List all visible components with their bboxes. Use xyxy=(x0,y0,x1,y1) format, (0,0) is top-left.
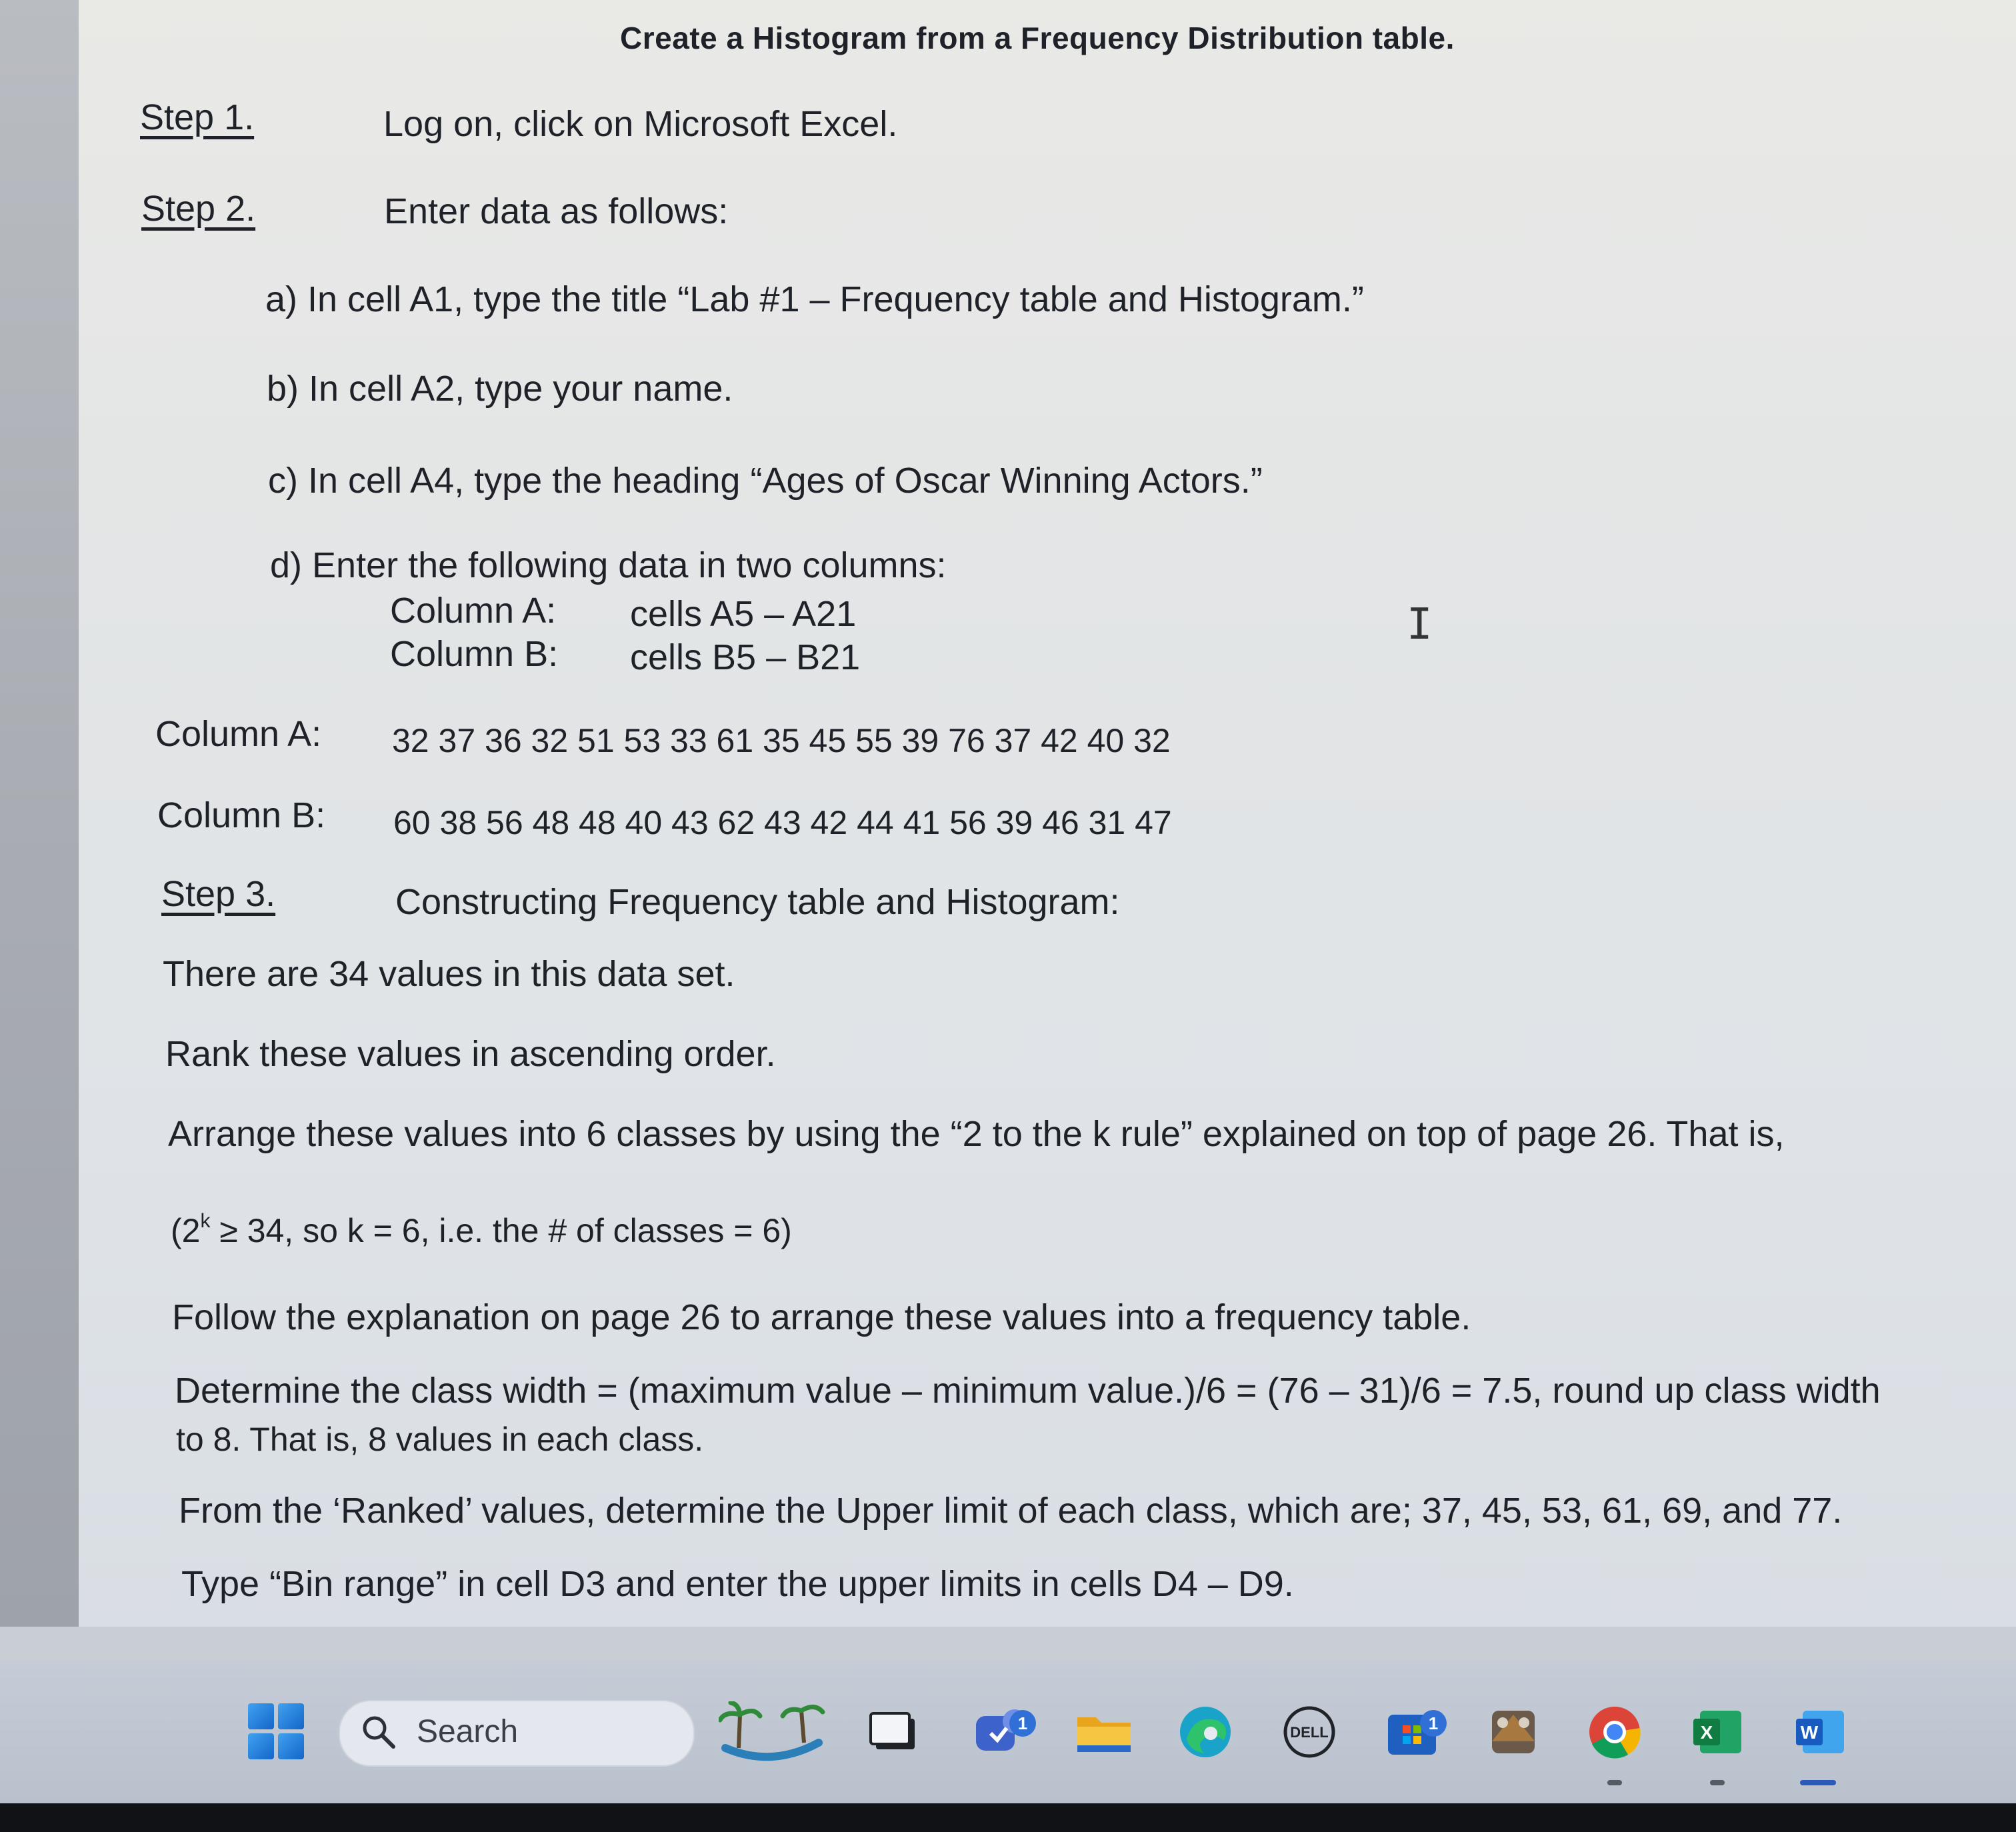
data-column-b-label: Column B: xyxy=(157,795,326,835)
game-icon[interactable] xyxy=(1483,1701,1544,1763)
data-column-b-values: 60 38 56 48 48 40 43 62 43 42 44 41 56 39 46 31 47 xyxy=(393,804,1172,841)
data-column-a-values: 32 37 36 32 51 53 33 61 35 45 55 39 76 37 42 40 32 xyxy=(392,722,1171,759)
paragraph-class-width-cont: to 8. That is, 8 values in each class. xyxy=(176,1421,704,1458)
document-bottom-strip xyxy=(0,1627,2016,1660)
step1-label: Step 1. xyxy=(140,97,255,137)
paragraph-class-width: Determine the class width = (maximum value – minimum value.)/6 = (76 – 31)/6 = 7.5, round up class width xyxy=(175,1371,1881,1411)
windows-start-icon[interactable] xyxy=(248,1703,304,1759)
paragraph-arrange: Arrange these values into 6 classes by using the “2 to the k rule” explained on top of page 26. That is, xyxy=(168,1114,1785,1154)
file-explorer-icon[interactable] xyxy=(1073,1701,1135,1763)
step2-text: Enter data as follows: xyxy=(384,191,729,231)
step2-item-c: c) In cell A4, type the heading “Ages of Oscar Winning Actors.” xyxy=(268,461,1263,501)
step2-item-d: d) Enter the following data in two columns: xyxy=(270,545,947,585)
step2-item-a: a) In cell A1, type the title “Lab #1 – Frequency table and Histogram.” xyxy=(265,279,1364,319)
column-b-label: Column B: xyxy=(390,634,559,674)
paragraph-rank: Rank these values in ascending order. xyxy=(165,1034,776,1074)
excel-letter: X xyxy=(1700,1722,1713,1743)
paragraph-follow: Follow the explanation on page 26 to arrange these values into a frequency table. xyxy=(172,1297,1471,1337)
formula-classes xyxy=(171,1210,792,1250)
search-icon xyxy=(360,1713,397,1751)
word-active-indicator xyxy=(1800,1780,1836,1785)
document-title: Create a Histogram from a Frequency Distribution table. xyxy=(620,21,1455,55)
word-icon[interactable] xyxy=(1789,1701,1851,1763)
taskbar-search-placeholder: Search xyxy=(417,1714,519,1749)
column-b-cells: cells B5 – B21 xyxy=(630,637,861,677)
chat-notification-badge: 1 xyxy=(1009,1710,1036,1737)
monitor-bezel xyxy=(0,1803,2016,1832)
task-view-icon[interactable] xyxy=(865,1701,927,1763)
step1-text: Log on, click on Microsoft Excel. xyxy=(383,104,898,144)
formula-exponent: k xyxy=(200,1210,211,1232)
dell-icon[interactable] xyxy=(1279,1701,1340,1763)
excel-running-indicator xyxy=(1710,1780,1725,1785)
step2-item-b: b) In cell A2, type your name. xyxy=(267,369,733,409)
store-notification-badge: 1 xyxy=(1420,1710,1447,1737)
formula-open: (2 xyxy=(171,1212,201,1249)
text-cursor-ibeam: I xyxy=(1407,600,1433,649)
paragraph-upper-limits: From the ‘Ranked’ values, determine the Upper limit of each class, which are; 37, 45, 53, 61, 69, and 77. xyxy=(179,1491,1843,1531)
step2-label: Step 2. xyxy=(141,189,256,229)
step3-text: Constructing Frequency table and Histogram: xyxy=(395,882,1120,922)
excel-icon[interactable] xyxy=(1687,1701,1748,1763)
chrome-icon[interactable] xyxy=(1584,1701,1645,1763)
edge-icon[interactable] xyxy=(1175,1701,1236,1763)
formula-rest: ≥ 34, so k = 6, i.e. the # of classes = 6) xyxy=(210,1212,792,1249)
paragraph-values-count: There are 34 values in this data set. xyxy=(163,954,735,994)
chrome-running-indicator xyxy=(1607,1780,1622,1785)
column-a-cells: cells A5 – A21 xyxy=(630,594,857,634)
word-letter: W xyxy=(1800,1722,1819,1743)
document-left-margin xyxy=(0,0,79,1627)
column-a-label: Column A: xyxy=(390,591,557,631)
step3-label: Step 3. xyxy=(161,874,276,914)
widgets-palm-icon[interactable] xyxy=(719,1701,825,1763)
paragraph-bin-range: Type “Bin range” in cell D3 and enter the upper limits in cells D4 – D9. xyxy=(181,1564,1294,1604)
dell-logo-text: DELL xyxy=(1290,1724,1329,1741)
data-column-a-label: Column A: xyxy=(155,714,322,754)
